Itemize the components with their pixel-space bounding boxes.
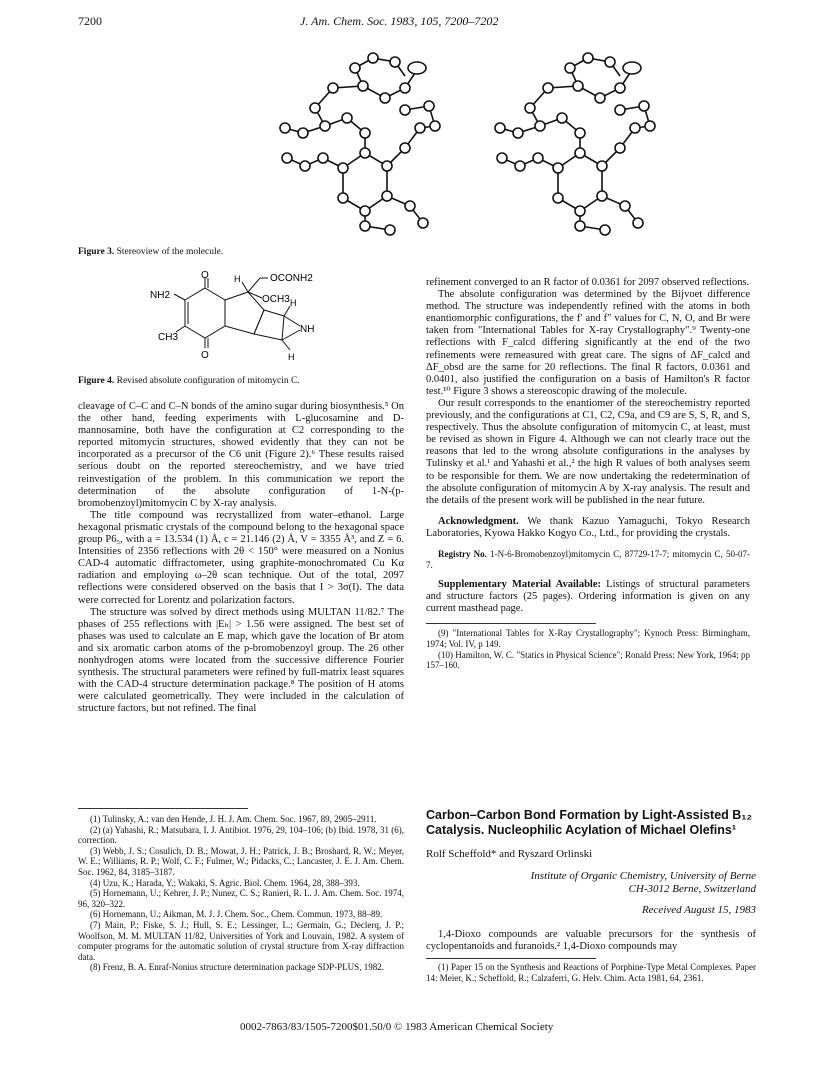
right-references	[426, 628, 750, 670]
struct-h-right1: H	[290, 298, 297, 308]
left-paragraph-2: The title compound was recrystallized from water–ethanol. Large hexagonal prismatic crystals of the compound belong to the hexagonal space group P6₅, with a = 13.534 (1) Å, c = 21.146 (2) Å, V = 3355 Å³, and Z = 6. Intensities of 2356 reflections with 2θ < 150° were measured on a Nonius CAD-4 automatic diffractometer, using graphite-monochromated Cu Kα radiation and employing ω–2θ scan technique. Out of the total, 2097 reflections were considered observed on the basis that I > 3σ(I). The data were corrected for Lorentz and polarization factors.	[78, 509, 404, 606]
right-refs-divider	[426, 623, 596, 624]
registry-label: Registry No.	[438, 548, 487, 559]
struct-h-top: H	[234, 274, 241, 284]
next-article-intro: 1,4-Dioxo compounds are valuable precursors for the synthesis of cyclopentanoids and furanoids.² 1,4-Dioxo compounds may	[426, 929, 756, 953]
registry-text: 1-N-6-Bromobenzoyl)mitomycin C, 87729-17-7; mitomycin C, 50-07-7.	[426, 548, 750, 570]
page-footer: 0002-7863/83/1505-7200$01.50/0 © 1983 American Chemical Society	[240, 1021, 554, 1033]
next-article-intro-wrap	[426, 929, 756, 953]
left-refs-divider	[78, 808, 248, 809]
reference-5: (5) Hornemann, U.; Kehrer, J. P.; Nunez, C. S.; Ranieri, R. L. J. Am. Chem. Soc. 1974, 96, 320–322.	[78, 888, 404, 909]
struct-ch3: CH3	[158, 332, 179, 343]
figure3-caption	[78, 247, 223, 257]
left-references	[78, 814, 404, 973]
struct-nh2: NH2	[150, 290, 171, 301]
reference-3: (3) Webb, J. S.; Cosulich, D. B.; Mowat, J. H.; Patrick, J. B.; Broshard, R. W.; Meyer, W. E.; Williams, R. P.; Wolf, C. F.; Fulmer, W.; Pidacks, C.; Lancaster, J. E. J. Am. Chem. Soc. 1962, 84, 3185–3187.	[78, 845, 404, 877]
next-article-affiliation-1: Institute of Organic Chemistry, University of Berne	[530, 870, 756, 882]
figure4-label: Figure 4.	[78, 376, 115, 386]
next-article-footnote-divider	[426, 958, 596, 959]
reference-4: (4) Uzu, K.; Harada, Y.; Wakaki, S. Agric. Biol. Chem. 1964, 28, 388–393.	[90, 877, 360, 888]
struct-och3: OCH3	[262, 294, 290, 305]
figure4-structure	[150, 268, 330, 380]
next-article-footnote: (1) Paper 15 on the Synthesis and Reactions of Porphine-Type Metal Complexes. Paper 14: Meier, K.; Scheffold, R.; Calzaferri, G. Helv. Chim. Acta 1981, 64, 2361.	[426, 962, 756, 983]
next-article-affiliation-2: CH-3012 Berne, Switzerland	[628, 883, 756, 895]
page-number: 7200	[78, 14, 102, 28]
figure3-caption-text: Stereoview of the molecule.	[114, 247, 224, 257]
figure4-caption	[78, 376, 300, 386]
reference-10: (10) Hamilton, W. C. "Statics in Physical Science"; Ronald Press: New York, 1964; pp 157–160.	[426, 649, 750, 671]
supplementary	[426, 579, 750, 615]
next-article-footnote-wrap	[426, 962, 756, 983]
acknowledgment-label: Acknowledgment.	[438, 515, 519, 527]
right-paragraph-2: The absolute configuration was determined by the Bijvoet difference method. The structure was independently refined with the atoms in both enantiomorphic configurations, the f′ and f″ values for C, N, O, and Br were taken from "International Tables for X-ray Crystallography".⁹ Twenty-one reflections with F_calcd differing significantly at the end of the two refinements were remeasured with great care. The signs of ΔF_calcd and ΔF_obsd are the same for 20 reflections. The final R factors, 0.0361 and 0.0401, also justified the configuration on a basis of Hamilton's R factor test.¹⁰ Figure 3 shows a stereoscopic drawing of the molecule.	[426, 289, 750, 397]
figure3-stereoview	[215, 48, 675, 238]
struct-nh: NH	[300, 324, 315, 335]
reference-8: (8) Frenz, B. A. Enraf-Nonius structure determination package SDP-PLUS, 1982.	[90, 962, 384, 973]
next-article-authors: Rolf Scheffold* and Ryszard Orlinski	[426, 848, 593, 860]
acknowledgment-text: We thank Kazuo Yamaguchi, Tokyo Research Laboratories, Kyowa Hakko Kogyo Co., Ltd., for providing the crystals.	[426, 515, 750, 539]
next-article-title-line2: Catalysis. Nucleophilic Acylation of Michael Olefins¹	[426, 823, 737, 837]
registry	[426, 549, 750, 570]
right-paragraph-1: refinement converged to an R factor of 0.0361 for 2097 observed reflections.	[426, 277, 750, 288]
next-article	[426, 808, 756, 983]
reference-6: (6) Hornemann, U.; Aikman, M. J. J. Chem. Soc., Chem. Commun. 1973, 88–89.	[90, 909, 383, 920]
struct-o-bottom: O	[201, 350, 209, 361]
struct-oconh2: OCONH2	[270, 273, 313, 284]
right-column-body	[426, 277, 750, 671]
right-paragraph-3: Our result corresponds to the enantiomer of the stereochemistry reported previously, and the configurations at C1, C2, C9a, and C9 are S, S, R, and S, respectively. Thus the absolute configuration of mitomycin C, at least, must be revised as shown in Figure 4. Although we can not clearly trace out the reasons that led to the wrong absolute configurations in the analyses by Tulinsky et al.¹ and Yahashi et al.,² the high R values of both analyses seem to be responsible for them. We are now undertaking the redetermination of the absolute configuration of mitomycin A by X-ray analysis. The result and the details of the present work will be published in the near future.	[426, 397, 750, 506]
reference-7: (7) Main, P.; Fiske, S. J.; Hull, S. E.; Lessinger, L.; Germain, G.; Declerq, J. P.; Woolfson, M. M. MULTAN 11/82, Universities of York and Louvain, 1982. A system of computer programs for the automatic solution of crystal structure from X-ray diffraction data.	[78, 919, 404, 962]
figure4-caption-text: Revised absolute configuration of mitomycin C.	[114, 376, 300, 386]
left-paragraph-3: The structure was solved by direct methods using MULTAN 11/82.⁷ The phases of 255 reflections with |Eₕ| > 1.56 were assigned. The best set of phases was used to calculate an E map, which gave the location of Br atom and six aromatic carbon atoms of the p-bromobenzoyl group. The 26 other nonhydrogen atoms were located from the successive difference Fourier synthesis. The structural parameters were refined by full-matrix least squares with the CAD-4 structure determination package.⁸ The position of H atoms were calculated geometrically. They were included in the calculation of structure factors, but not refined. The final	[78, 606, 404, 715]
struct-o-top: O	[201, 270, 209, 281]
acknowledgment	[426, 516, 750, 540]
supplementary-label: Supplementary Material Available:	[438, 579, 601, 591]
next-article-title-line1: Carbon–Carbon Bond Formation by Light-Assisted B₁₂	[426, 808, 753, 822]
journal-citation: J. Am. Chem. Soc. 1983, 105, 7200–7202	[300, 14, 499, 28]
figure3-label: Figure 3.	[78, 247, 115, 257]
supplementary-text: Listings of structural parameters and structure factors (25 pages). Ordering information is given on any current masthead page.	[426, 579, 750, 615]
next-article-received: Received August 15, 1983	[641, 904, 756, 916]
reference-9: (9) "International Tables for X-Ray Crystallography"; Kynoch Press: Birmingham, 1974; Vol. IV, p 149.	[426, 628, 750, 650]
reference-2: (2) (a) Yahashi, R.; Matsubara, I. J. Antibiot. 1976, 29, 104–106; (b) Ibid. 1978, 31 (6), correction.	[78, 824, 404, 846]
left-column-body	[78, 401, 404, 715]
reference-1: (1) Tulinsky, A.; van den Hende, J. H. J. Am. Chem. Soc. 1967, 89, 2905–2911.	[90, 814, 377, 824]
stereo-left-molecule	[280, 53, 440, 235]
stereo-right-molecule	[495, 53, 655, 235]
left-paragraph-1: cleavage of C–C and C–N bonds of the amino sugar during biosynthesis.⁵ On the other hand, feeding experiments with L-glucosamine and D-mannosamine, both have the configuration at C2 corresponding to the reported mitomycin structures, showed evidently that they can not be incorporated as a precursor of the C6 unit (Figure 2).⁶ These results raised serious doubt on the reported stereochemistry, and we have tried reinvestigation of the problem. In this communication we report the determination of the absolute configuration of 1-N-(p-bromobenzoyl)mitomycin C by X-ray analysis.	[78, 401, 404, 509]
struct-h-right2: H	[288, 352, 295, 362]
